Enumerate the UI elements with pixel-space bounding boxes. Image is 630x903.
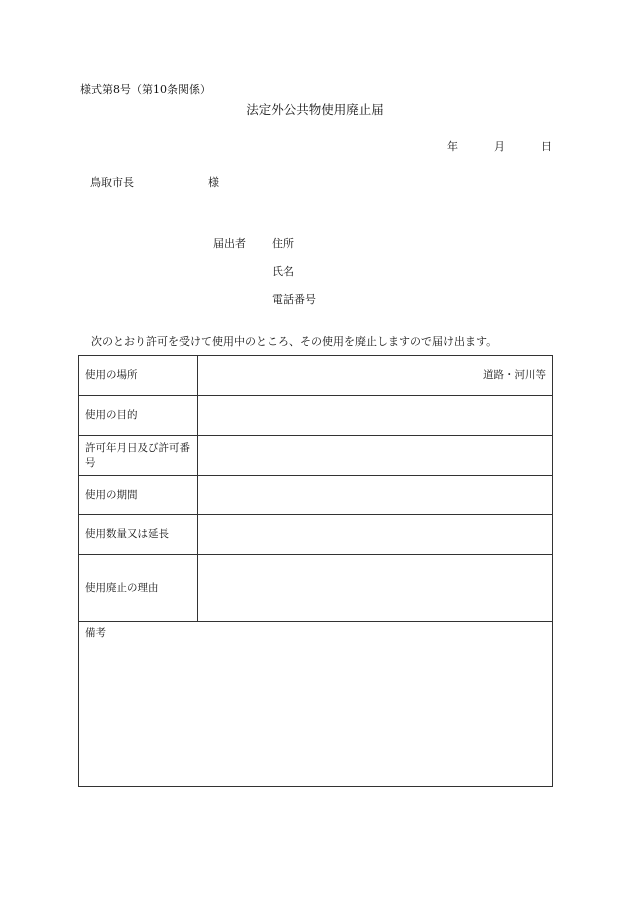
addressee-name: 鳥取市長 bbox=[90, 176, 134, 189]
permit-date-number-value bbox=[198, 436, 553, 476]
table-row-location bbox=[79, 356, 553, 396]
remarks-label: 備考 bbox=[79, 622, 553, 787]
applicant-address-label: 住所 bbox=[272, 237, 294, 250]
table-row-reason bbox=[79, 555, 553, 622]
period-value bbox=[198, 476, 553, 515]
applicant-label: 届出者 bbox=[213, 237, 246, 250]
purpose-label: 使用の目的 bbox=[79, 396, 198, 436]
period-label: 使用の期間 bbox=[79, 476, 198, 515]
location-value: 道路・河川等 bbox=[198, 356, 553, 396]
quantity-length-value bbox=[198, 515, 553, 555]
form-table bbox=[78, 355, 553, 787]
form-number: 様式第8号（第10条関係） bbox=[80, 83, 211, 96]
applicant-name-label: 氏名 bbox=[272, 265, 294, 278]
table-row-purpose bbox=[79, 396, 553, 436]
date-year-label: 年 bbox=[447, 140, 458, 153]
table-row-remarks bbox=[79, 622, 553, 787]
abolition-reason-value bbox=[198, 555, 553, 622]
addressee-honorific: 様 bbox=[208, 176, 219, 189]
date-day-label: 日 bbox=[541, 140, 552, 153]
abolition-reason-label: 使用廃止の理由 bbox=[79, 555, 198, 622]
table-row-permit bbox=[79, 436, 553, 476]
applicant-phone-label: 電話番号 bbox=[272, 293, 316, 306]
purpose-value bbox=[198, 396, 553, 436]
document-title: 法定外公共物使用廃止届 bbox=[246, 102, 384, 117]
quantity-length-label: 使用数量又は延長 bbox=[79, 515, 198, 555]
declaration-statement: 次のとおり許可を受けて使用中のところ、その使用を廃止しますので届け出ます。 bbox=[91, 335, 498, 348]
date-month-label: 月 bbox=[494, 140, 505, 153]
permit-date-number-label: 許可年月日及び許可番号 bbox=[79, 436, 198, 476]
table-row-quantity bbox=[79, 515, 553, 555]
table-row-period bbox=[79, 476, 553, 515]
location-label: 使用の場所 bbox=[79, 356, 198, 396]
